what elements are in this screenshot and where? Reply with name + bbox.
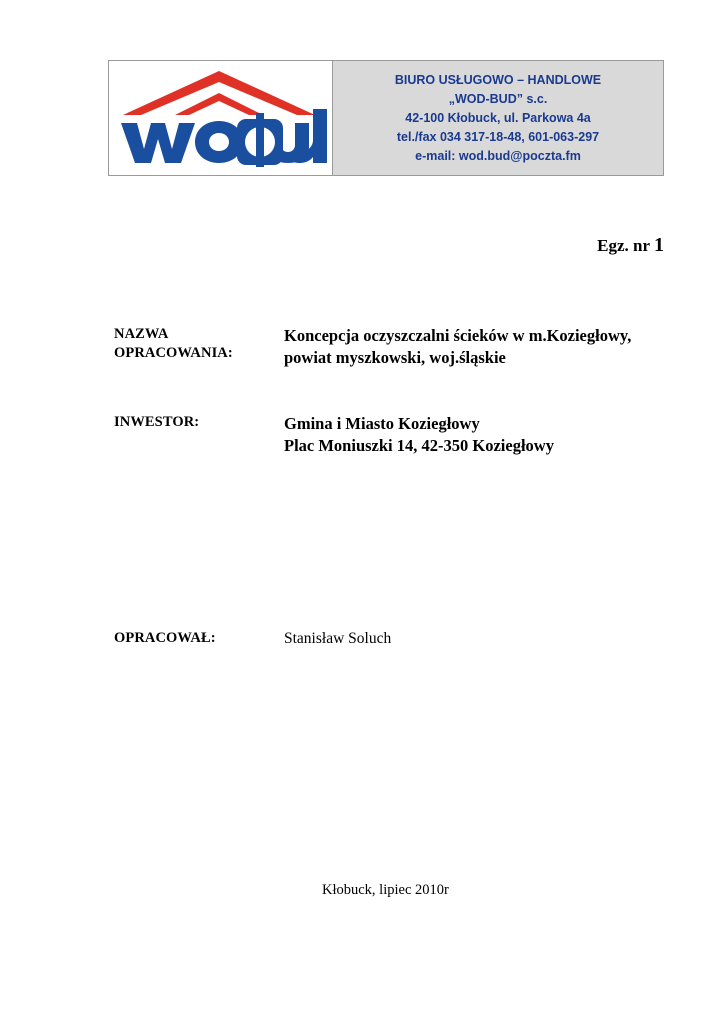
field-investor-label: [114, 413, 284, 432]
field-project-name-value-line2: powiat myszkowski, woj.śląskie: [284, 347, 506, 367]
wod-bud-logo: [115, 69, 327, 167]
field-project-name-label-line2: OPRACOWANIA:: [114, 345, 233, 362]
footer-place-and-date: Kłobuck, lipiec 2010r: [322, 882, 449, 898]
company-name-line-2: „WOD-BUD” s.c.: [448, 91, 548, 106]
field-investor-value-line2: Plac Moniuszki 14, 42-350 Koziegłowy: [284, 435, 554, 455]
field-investor-label-line1: INWESTOR:: [114, 414, 200, 430]
field-project-name: [114, 325, 631, 369]
field-project-name-label: [114, 325, 284, 363]
field-project-name-value-line1: Koncepcja oczyszczalni ścieków w m.Koziegłowy,: [284, 326, 632, 345]
company-address-line: 42-100 Kłobuck, ul. Parkowa 4a: [405, 110, 591, 125]
company-info-block: [333, 61, 663, 175]
letterhead-box: [108, 60, 664, 176]
company-logo-cell: [109, 61, 333, 175]
field-author-value-line1: Stanisław Soluch: [284, 630, 392, 647]
field-investor-value-line1: Gmina i Miasto Koziegłowy: [284, 414, 480, 433]
field-project-name-value: [284, 325, 631, 369]
field-project-name-label-line1: NAZWA: [114, 326, 169, 342]
copy-number-value: 1: [654, 234, 664, 256]
copy-number: [597, 234, 664, 257]
company-phone-line: tel./fax 034 317-18-48, 601-063-297: [396, 129, 600, 144]
field-author-label-line1: OPRACOWAŁ:: [114, 630, 216, 646]
company-name-line-1: BIURO USŁUGOWO – HANDLOWE: [394, 72, 602, 87]
field-author: [114, 629, 391, 649]
field-author-label: [114, 629, 284, 648]
field-author-value: [284, 629, 391, 649]
company-email-line: e-mail: wod.bud@poczta.fm: [415, 148, 581, 163]
field-investor: [114, 413, 554, 457]
copy-number-label: Egz. nr: [597, 236, 650, 255]
field-investor-value: [284, 413, 554, 457]
